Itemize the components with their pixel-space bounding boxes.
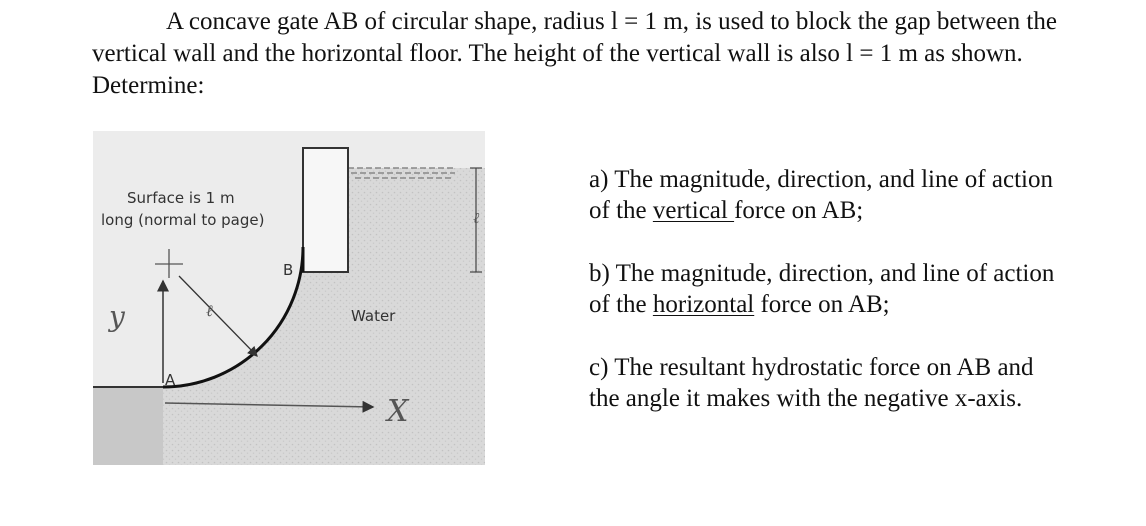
question-b (589, 258, 1059, 320)
problem-statement: A concave gate AB of circular shape, radius l = 1 m, is used to block the gap between the vertical wall and the horizontal floor. The height of the vertical wall is also l = 1 m as shown. Determine: (92, 8, 1057, 99)
y-axis-label: y (109, 300, 125, 333)
question-b-prefix: b) The magnitude, direction, and line of action of the (589, 260, 1055, 318)
x-axis-label: X (387, 394, 409, 429)
question-c: c) The resultant hydrostatic force on AB and the angle it makes with the negative x-axis. (589, 354, 1034, 412)
surface-note-line2: long (normal to page) (101, 211, 265, 229)
question-a-emphasis: vertical (652, 197, 735, 224)
gate-diagram (93, 131, 485, 465)
surface-note-line1: Surface is 1 m (127, 189, 235, 207)
question-b-emphasis: horizontal (652, 291, 755, 318)
vertical-wall (303, 148, 348, 272)
label-a: A (165, 371, 176, 389)
water-label: Water (351, 307, 396, 325)
height-label: ℓ (473, 209, 480, 227)
question-b-suffix: force on AB; (754, 291, 890, 318)
radius-label: ℓ (206, 301, 213, 320)
question-a (589, 164, 1059, 226)
question-a-prefix: a) The magnitude, direction, and line of action of the (589, 166, 1053, 224)
question-list (589, 164, 1059, 446)
question-a-suffix: force on AB; (734, 197, 864, 224)
label-b: B (283, 261, 294, 279)
floor (93, 387, 163, 465)
